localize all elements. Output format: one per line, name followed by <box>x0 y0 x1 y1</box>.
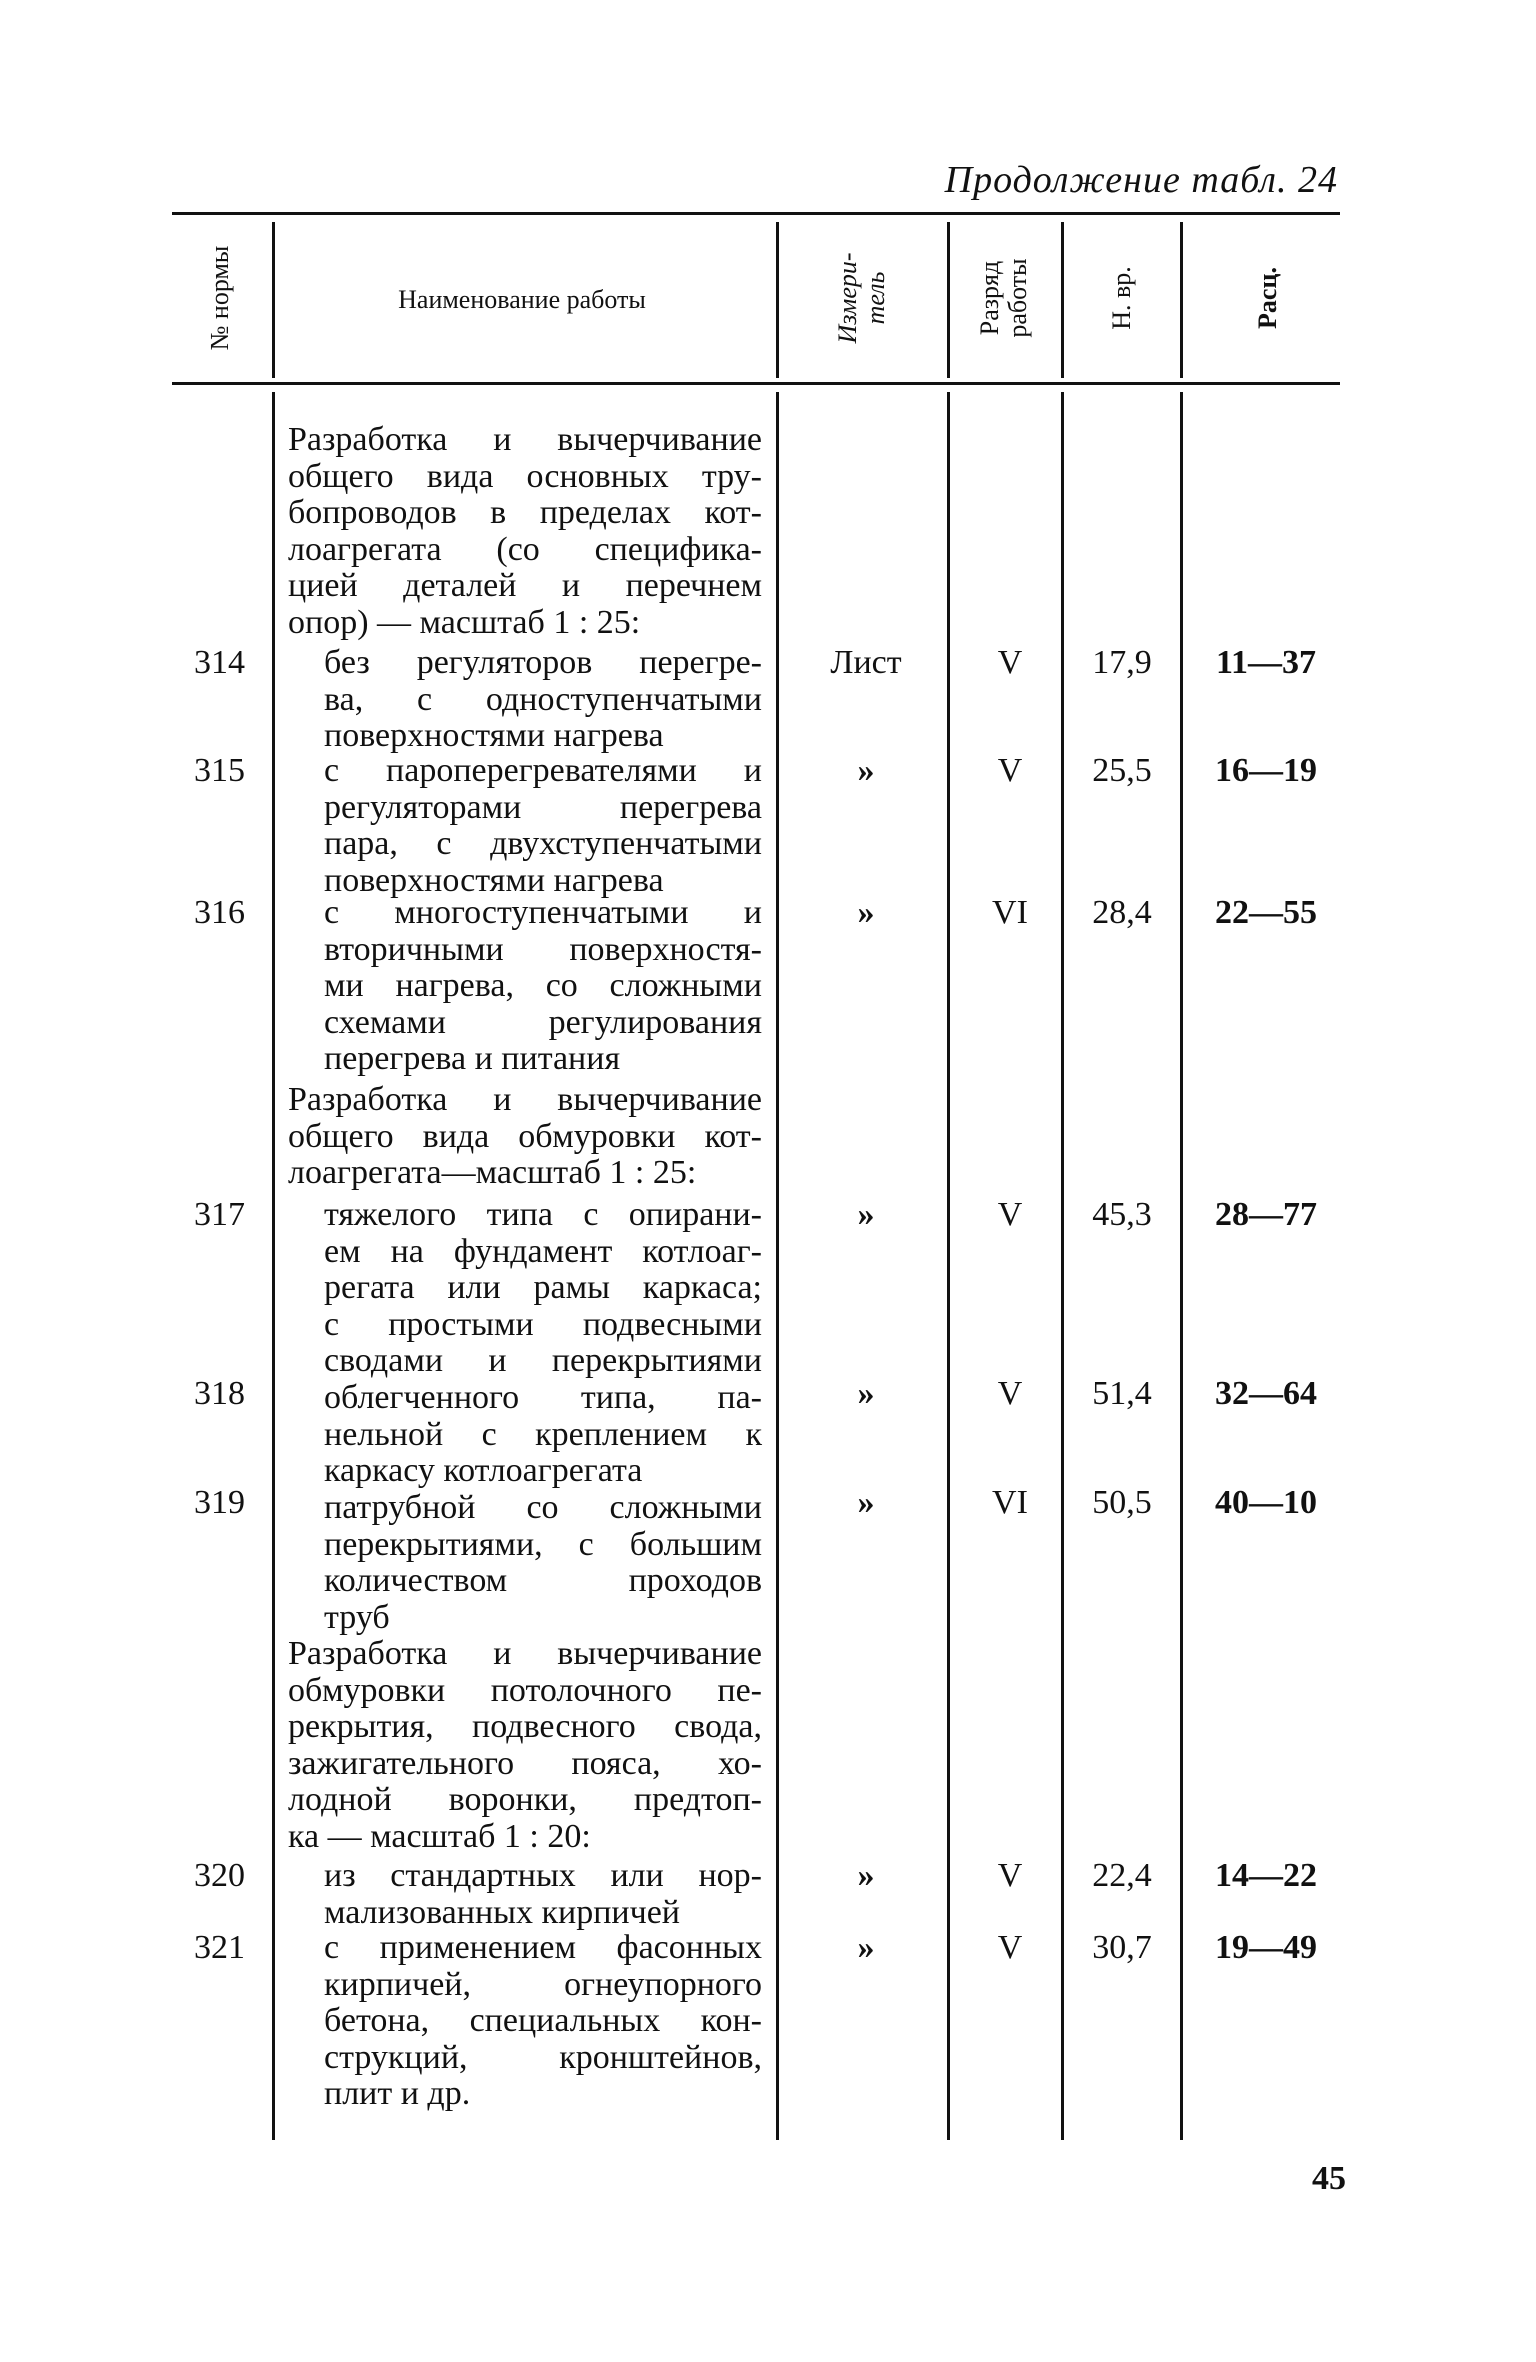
row-318-text <box>324 1380 762 1490</box>
row-315-unit: » <box>857 752 875 789</box>
row-318-unit: » <box>857 1375 875 1412</box>
row-318-time: 51,4 <box>1092 1375 1152 1412</box>
row-319-number: 319 <box>194 1484 245 1521</box>
row-line: бетона, специальных кон- <box>324 2002 762 2040</box>
row-317-rate: 28—77 <box>1215 1196 1317 1233</box>
table-caption: Продолжение табл. 24 <box>944 159 1338 201</box>
row-316-grade: VI <box>992 894 1028 931</box>
page-number: 45 <box>1312 2160 1346 2197</box>
header-col-sep-3 <box>947 222 950 378</box>
body-col-sep-1 <box>272 392 275 2140</box>
header-grade-line-2: работы <box>1003 258 1032 338</box>
row-316-unit: » <box>857 894 875 931</box>
group-line: рекрытия, подвесного свода, <box>288 1708 762 1746</box>
row-line: патрубной со сложными <box>324 1489 762 1526</box>
row-line: из стандартных или нор- <box>324 1857 762 1894</box>
row-line: без регуляторов перегре- <box>324 644 762 681</box>
row-line: регата или рамы каркаса; <box>324 1269 762 1307</box>
group-line: Разработка и вычерчивание <box>288 421 762 458</box>
row-line: облегченного типа, па- <box>324 1379 762 1416</box>
body-col-sep-4 <box>1061 392 1064 2140</box>
row-321-unit: » <box>857 1929 875 1966</box>
header-col-sep-4 <box>1061 222 1064 378</box>
row-318-number: 318 <box>194 1375 245 1412</box>
row-320-text <box>324 1858 762 1931</box>
body-col-sep-5 <box>1180 392 1183 2140</box>
row-line: пара, с двухступенчатыми <box>324 825 762 863</box>
row-314-unit: Лист <box>830 644 902 681</box>
row-314-text <box>324 645 762 755</box>
row-321-grade: V <box>997 1929 1023 1966</box>
row-321-text <box>324 1930 762 2113</box>
row-321-time: 30,7 <box>1092 1929 1152 1966</box>
row-line: с простыми подвесными <box>324 1305 762 1343</box>
row-line: с применением фасонных <box>324 1929 762 1966</box>
row-line: ми нагрева, со сложными <box>324 967 762 1005</box>
row-316-text <box>324 895 762 1078</box>
header-col-sep-2 <box>776 222 779 378</box>
group-line: бопроводов в пределах кот- <box>288 494 762 532</box>
row-line: сводами и перекрытиями <box>324 1342 762 1380</box>
body-col-sep-2 <box>776 392 779 2140</box>
header-unit-line-2: тель <box>861 271 890 325</box>
row-line: поверхностями нагрева <box>324 717 664 755</box>
group-line: Разработка и вычерчивание <box>288 1081 762 1118</box>
row-line: плит и др. <box>324 2075 471 2113</box>
row-320-time: 22,4 <box>1092 1857 1152 1894</box>
row-line: струкций, кронштейнов, <box>324 2038 762 2076</box>
group-line: опор) — масштаб 1 : 25: <box>288 603 641 641</box>
row-317-grade: V <box>997 1196 1023 1233</box>
row-line: каркасу котлоагрегата <box>324 1452 643 1490</box>
header-unit-line-1: Измери- <box>833 252 862 344</box>
row-317-unit: » <box>857 1196 875 1233</box>
row-line: перекрытиями, с большим <box>324 1525 762 1563</box>
body-col-sep-3 <box>947 392 950 2140</box>
row-line: труб <box>324 1598 390 1636</box>
row-line: мализованных кирпичей <box>324 1893 680 1931</box>
row-315-rate: 16—19 <box>1215 752 1317 789</box>
group-line: лоагрегата—масштаб 1 : 25: <box>288 1154 697 1192</box>
group-heading-2 <box>288 1082 762 1192</box>
group-line: ка — масштаб 1 : 20: <box>288 1817 591 1855</box>
row-316-number: 316 <box>194 894 245 931</box>
header-unit <box>834 252 890 343</box>
group-line: зажигательного пояса, хо- <box>288 1744 762 1782</box>
row-320-unit: » <box>857 1857 875 1894</box>
row-line: нельной с креплением к <box>324 1415 762 1453</box>
row-316-rate: 22—55 <box>1215 894 1317 931</box>
row-321-number: 321 <box>194 1929 245 1966</box>
header-top-rule <box>172 212 1340 215</box>
header-work-name: Наименование работы <box>398 285 646 314</box>
row-319-text <box>324 1490 762 1636</box>
group-line: обмуровки потолочного пе- <box>288 1671 762 1709</box>
header-time-norm: Н. вр. <box>1107 266 1136 330</box>
row-line: вторичными поверхностя- <box>324 930 762 968</box>
row-line: регуляторами перегрева <box>324 788 762 826</box>
row-line: ва, с одноступенчатыми <box>324 680 762 718</box>
row-320-number: 320 <box>194 1857 245 1894</box>
row-314-time: 17,9 <box>1092 644 1152 681</box>
header-rate: Расц. <box>1253 267 1282 329</box>
row-319-grade: VI <box>992 1484 1028 1521</box>
row-319-time: 50,5 <box>1092 1484 1152 1521</box>
row-line: тяжелого типа с опирани- <box>324 1196 762 1233</box>
group-line: цией деталей и перечнем <box>288 567 762 605</box>
group-line: лоагрегата (со специфика- <box>288 530 762 568</box>
row-314-grade: V <box>997 644 1023 681</box>
row-319-unit: » <box>857 1484 875 1521</box>
row-line: поверхностями нагрева <box>324 861 664 899</box>
row-line: с пароперегревателями и <box>324 752 762 789</box>
row-317-number: 317 <box>194 1196 245 1233</box>
header-grade-line-1: Разряд <box>975 260 1004 336</box>
row-320-rate: 14—22 <box>1215 1857 1317 1894</box>
header-grade <box>976 258 1032 337</box>
row-line: перегрева и питания <box>324 1040 621 1078</box>
row-320-grade: V <box>997 1857 1023 1894</box>
row-315-grade: V <box>997 752 1023 789</box>
group-line: общего вида обмуровки кот- <box>288 1117 762 1155</box>
row-317-text <box>324 1197 762 1380</box>
row-315-time: 25,5 <box>1092 752 1152 789</box>
row-314-number: 314 <box>194 644 245 681</box>
row-318-grade: V <box>997 1375 1023 1412</box>
row-line: количеством проходов <box>324 1562 762 1600</box>
group-heading-3 <box>288 1636 762 1856</box>
header-col-sep-5 <box>1180 222 1183 378</box>
row-317-time: 45,3 <box>1092 1196 1152 1233</box>
group-heading-1 <box>288 422 762 642</box>
row-315-number: 315 <box>194 752 245 789</box>
row-321-rate: 19—49 <box>1215 1929 1317 1966</box>
row-316-time: 28,4 <box>1092 894 1152 931</box>
header-norm-no: № нормы <box>205 245 234 351</box>
row-315-text <box>324 753 762 899</box>
row-line: кирпичей, огнеупорного <box>324 1965 762 2003</box>
row-line: схемами регулирования <box>324 1003 762 1041</box>
row-318-rate: 32—64 <box>1215 1375 1317 1412</box>
row-319-rate: 40—10 <box>1215 1484 1317 1521</box>
header-bottom-rule <box>172 382 1340 385</box>
row-314-rate: 11—37 <box>1215 644 1317 681</box>
group-line: лодной воронки, предтоп- <box>288 1781 762 1819</box>
header-col-sep-1 <box>272 222 275 378</box>
row-line: ем на фундамент котлоаг- <box>324 1232 762 1270</box>
row-line: с многоступенчатыми и <box>324 894 762 931</box>
group-line: общего вида основных тру- <box>288 457 762 495</box>
group-line: Разработка и вычерчивание <box>288 1635 762 1672</box>
